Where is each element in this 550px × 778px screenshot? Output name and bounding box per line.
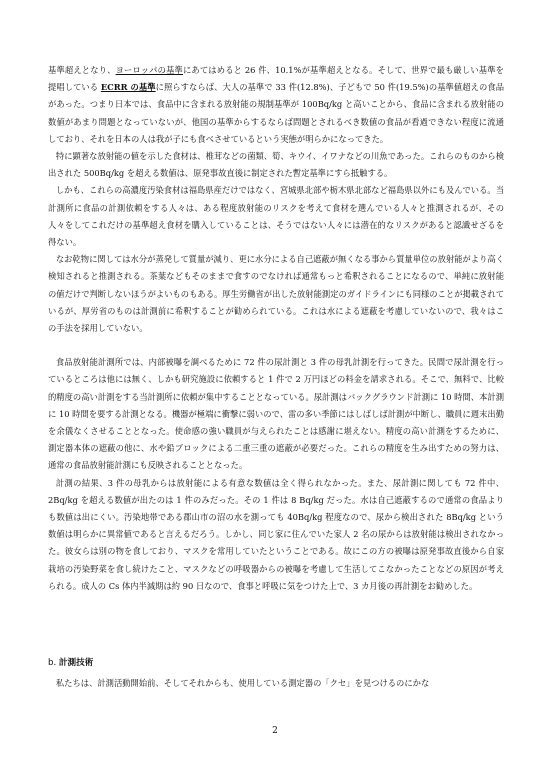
body-text-block-1 [48, 62, 504, 595]
europe-standard-link-text: ヨーロッパの基準 [115, 65, 183, 75]
p1-text-e: に照らすならば、大人の基準で 33 件(12.8%)、子どもで 50 件(19.5%)の基準値超えの食品があった。つまり日本では、食品中に含まれる放射能の規制基準が 100Bq/kg と高いことから、食品に含まれる放射能の数値があまり問題となっていないが、他国の基準からするならば問題とされるべき数値の食品が看過できない程度に流通しており、それを日本の人は我が子にも食べさせているという実態が明らかになってきた。 [48, 82, 504, 144]
section-number: b. [48, 658, 57, 668]
section-title: 計測技術 [58, 658, 94, 668]
page-number: 2 [272, 726, 278, 736]
paragraph-6: 計測の結果、3 件の母乳からは放射能による有意な数値は全く得られなかった。また、尿計測に関しても 72 件中、2Bq/kg を超える数値が出たのは 1 件のみだった。その 1 件は 8 Bq/kg だった。水は自己遮蔽するので通常の食品よりも数値は出にくい。汚染地帯である郡山市の沼の水を測っても 40Bq/kg 程度なので、尿から検出された 8Bq/kg という数値は明らかに異常値であると言えるだろう。しかし、同じ家に住んでいた家人 2 名の尿からは放射能は検出されなかった。彼女らは別の物を食しており、マスクを常用していたということである。故にこの方の被曝は原発事故直後から自家栽培の汚染野菜を食し続けたこと、マスクなどの呼吸器からの被曝を考慮して生活してこなかったことなどの原因が考えられる。成人の Cs 体内半減期は約 90 日なので、食事と呼吸に気をつけた上で、3 カ月後の再計測をお勧めした。 [48, 477, 504, 591]
paragraph-5: 食品放射能計測所では、内部被曝を調べるために 72 件の尿計測と 3 件の母乳計測を行ってきた。民間で尿計測を行っているところは他には無く、しかも研究施設に依頼すると 1 件で 2 万円ほどの料金を請求される。そこで、無料で、比較的精度の高い計測をする当計測所に依頼が集中することとなっている。尿計測はバックグラウンド計測に 10 時間、本計測に 10 時間を要する計測となる。機器が極端に衝撃に弱いので、雷の多い季節にはしばしば計測が中断し、職員に週末出勤を余儀なくさせることとなった。使命感の強い職員が与えられたことは感謝に堪えない。精度の高い計測をするために、測定器本体の遮蔽の他に、水や鉛ブロックによる二重三重の遮蔽が必要だった。これらの精度を生み出すための努力は、通常の食品放射能計測にも反映されることとなった。 [48, 357, 504, 471]
paragraph-1 [48, 62, 504, 148]
paragraph-7: 私たちは、計測活動開始前、そしてそれからも、使用している測定器の「クセ」を見つけるのにかな [55, 678, 430, 688]
paragraph-4: なお乾物に関しては水分が蒸発して質量が減り、更に水分による自己遮蔽が無くなる事から質量単位の放射能がより高く検知されると推測される。茶葉などもそのままで食すのでなければ通常もっと希釈されることになるので、単純に放射能の値だけで判断しないほうがよいものもある。厚生労働省が出した放射能測定のガイドラインにも同様のことが掲載されているが、厚労省のものは計測前に希釈することが勧められている。これは水による遮蔽を考慮していないので、我々はこの手法を採用していない。 [48, 254, 504, 334]
p1-text-a: 基準超えとなり、 [48, 65, 116, 75]
ecrr-standard-text: ECRR の基準 [100, 82, 156, 93]
paragraph-3: しかも、これらの高濃度汚染食材は福島県産だけではなく、宮城県北部や栃木県北部など福島県以外にも及んでいる。当計測所に食品の計測依頼をする人々は、ある程度放射能のリスクを考えて食材を選んでいる人々と推測されるが、その人々をしてこれだけの基準超え食材を購入していることは、そうではない人々には潜在的なリスクがあると認識せざるを得ない。 [48, 185, 504, 248]
paragraph-2: 特に顕著な放射能の値を示した食材は、椎茸などの菌類、筍、キウイ、イワナなどの川魚であった。これらのものから検出された 500Bq/kg を超える数値は、原発事故直後に制定された暫定基準にすら抵触する。 [48, 151, 504, 179]
p1-text-c: にあてはめると 26 件、10.1%が基準超えとなる。そして、世界で最も厳しい基準を提唱している [48, 65, 504, 93]
section-heading [48, 655, 93, 672]
